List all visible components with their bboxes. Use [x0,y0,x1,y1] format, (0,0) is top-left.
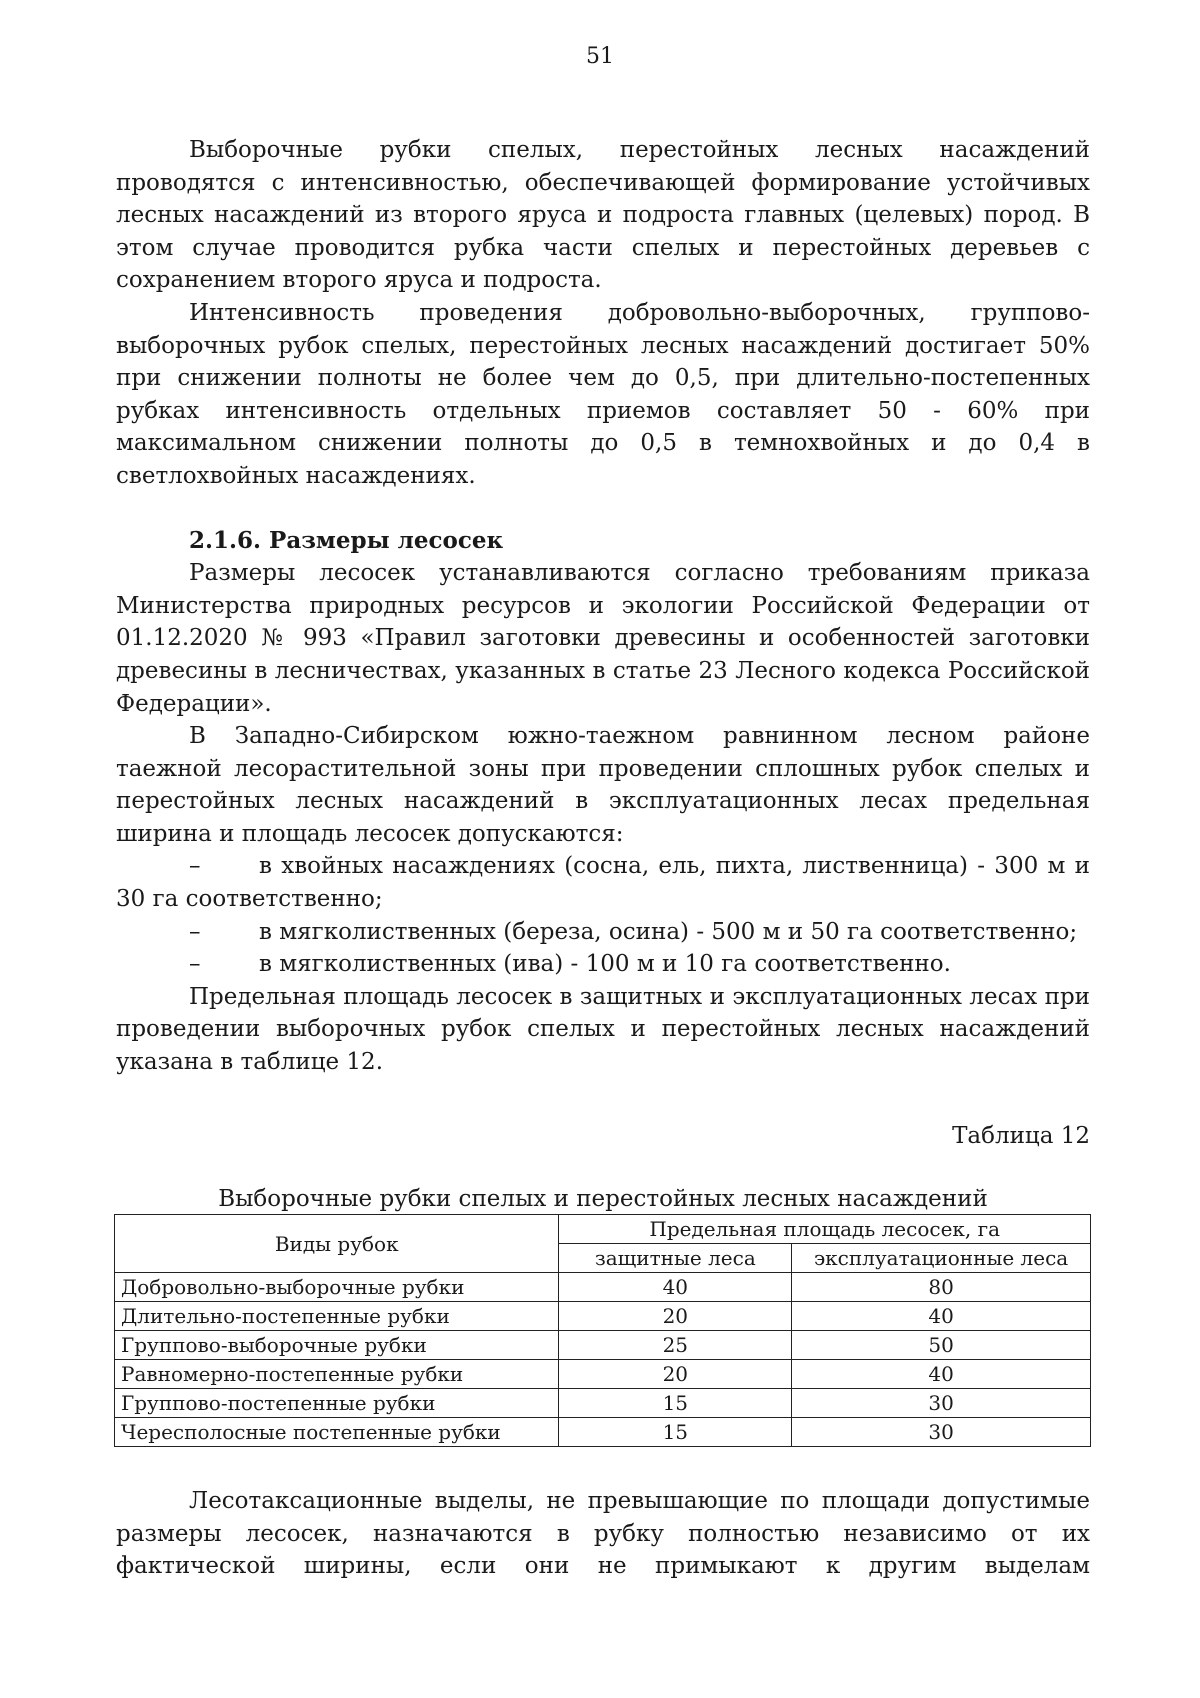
row-protective: 20 [559,1360,792,1389]
paragraph-6: Лесотаксационные выделы, не превышающие по площади допустимые размеры лесосек, назначаются в рубку полностью независимо от их фактической ширины, если они не примыкают к другим выделам [116,1488,1090,1580]
list-item [116,850,1090,915]
cutting-area-table [114,1214,1091,1447]
row-protective: 25 [559,1331,792,1360]
table-row [115,1389,1091,1418]
paragraph-5: Предельная площадь лесосек в защитных и эксплуатационных лесах при проведении выборочных рубок спелых и перестойных лесных насаждений указана в таблице 12. [116,983,1090,1076]
paragraph-2: Интенсивность проведения добровольно-выборочных, группово-выборочных рубок спелых, перестойных лесных насаждений достигает 50% при снижении полноты не более чем до 0,5, при длительно-постепенных рубках интенсивность отдельных приемов составляет 50 - 60% при максимальном снижении полноты до 0,5 в темнохвойных и до 0,4 в светлохвойных насаждениях. [116,299,1090,489]
list-item-text: в мягколиственных (ива) - 100 м и 10 га соответственно. [259,951,951,978]
row-exploitation: 40 [792,1302,1091,1331]
dash-marker: – [189,951,201,978]
section-heading: 2.1.6. Размеры лесосек [189,526,504,554]
row-name: Группово-выборочные рубки [115,1331,559,1360]
table-row [115,1273,1091,1302]
list-item-text: в мягколиственных (береза, осина) - 500 м и 50 га соответственно; [259,918,1078,945]
table-row [115,1360,1091,1389]
table-row [115,1331,1091,1360]
dash-marker: – [189,918,201,945]
row-exploitation: 40 [792,1360,1091,1389]
paragraph-1: Выборочные рубки спелых, перестойных лесных насаждений проводятся с интенсивностью, обеспечивающей формирование устойчивых лесных насаждений из второго яруса и подроста главных (целевых) пород. В этом случае проводится рубка части спелых и перестойных деревьев с сохранением второго яруса и подроста. [116,137,1090,294]
row-name: Чересполосные постепенные рубки [115,1418,559,1447]
row-protective: 15 [559,1418,792,1447]
row-name: Равномерно-постепенные рубки [115,1360,559,1389]
row-name: Добровольно-выборочные рубки [115,1273,559,1302]
continuation-text [116,1485,1090,1583]
row-exploitation: 80 [792,1273,1091,1302]
row-exploitation: 30 [792,1389,1091,1418]
row-name: Группово-постепенные рубки [115,1389,559,1418]
paragraph-4: В Западно-Сибирском южно-таежном равнинном лесном районе таежной лесорастительной зоны при проведении сплошных рубок спелых и перестойных лесных насаждений в эксплуатационных лесах предельная ширина и площадь лесосек допускаются: [116,723,1090,847]
header-cutting-type: Виды рубок [115,1215,559,1273]
list-item-text: в хвойных насаждениях (сосна, ель, пихта, лиственница) - 300 м и 30 га соответственно; [116,853,1090,913]
paragraph-3: Размеры лесосек устанавливаются согласно требованиям приказа Министерства природных ресурсов и экологии Российской Федерации от 01.12.2020 № 993 «Правил заготовки древесины и особенностей заготовки древесины в лесничествах, указанных в статье 23 Лесного кодекса Российской Федерации». [116,560,1090,717]
list-item [116,916,1090,949]
row-name: Длительно-постепенные рубки [115,1302,559,1331]
list-item [116,948,1090,981]
header-area: Предельная площадь лесосек, га [559,1215,1091,1244]
dash-marker: – [189,853,201,880]
table-label: Таблица 12 [952,1123,1090,1149]
header-protective: защитные леса [559,1244,792,1273]
main-text [116,134,1090,1079]
row-exploitation: 50 [792,1331,1091,1360]
row-protective: 15 [559,1389,792,1418]
table-row [115,1302,1091,1331]
table-header-row [115,1215,1091,1244]
page-number: 51 [586,44,614,69]
table-row [115,1418,1091,1447]
header-exploitation: эксплуатационные леса [792,1244,1091,1273]
row-protective: 20 [559,1302,792,1331]
row-protective: 40 [559,1273,792,1302]
table-caption: Выборочные рубки спелых и перестойных лесных насаждений [218,1186,988,1212]
row-exploitation: 30 [792,1418,1091,1447]
